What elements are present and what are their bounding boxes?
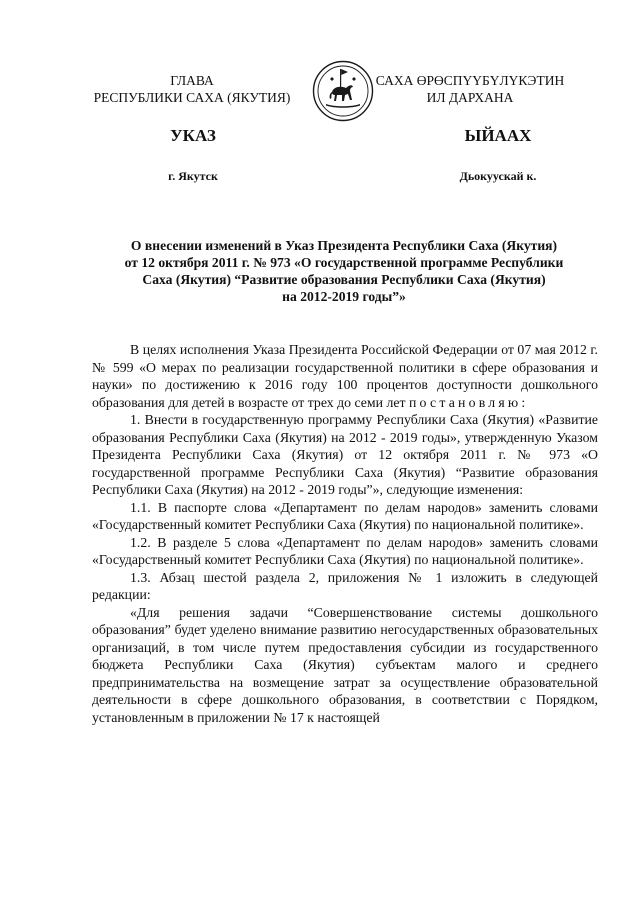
doc-type-yakut: ЫЙААХ bbox=[464, 126, 532, 145]
paragraph-item-1-1: 1.1. В паспорте слова «Департамент по делам народов» заменить словами «Государственный комитет Республики Саха (Якутия) по национальной политике». bbox=[92, 499, 598, 532]
paragraph-quote: «Для решения задачи “Совершенствование системы дошкольного образования” будет уделено внимание развитию негосударственных образовательных организаций, в том числе путем предоставления субсидии из государственного бюджета Республики Саха (Якутия) субъектам малого и среднего предпринимательства на возмещение затрат за осуществление образовательной деятельности в сфере дошкольного образования, в соответствии с Порядком, установленным в приложении № 17 к настоящей bbox=[92, 604, 598, 725]
title-line: от 12 октября 2011 г. № 973 «О государственной программе Республики bbox=[124, 255, 564, 270]
paragraph-preamble bbox=[92, 341, 598, 411]
city-yakut: Дьокуускай к. bbox=[459, 169, 537, 183]
paragraph-item-1: 1. Внести в государственную программу Республики Саха (Якутия) «Развитие образования Республики Саха (Якутия) на 2012 - 2019 годы», утвержденную Указом Президента Республики Саха (Якутия) от 12 октября 2011 г. № 973 «О государственной программе Республики Саха (Якутия) “Развитие образования Республики Саха (Якутия) на 2012 - 2019 годы”», следующие изменения: bbox=[92, 412, 598, 497]
header-left bbox=[82, 72, 302, 106]
preamble-text: В целях исполнения Указа Президента Российской Федерации от 07 мая 2012 г. № 599 «О мерах по реализации государственной политики в сфере образования и науки» по достижению к 2016 году 100 процентов доступности дошкольного образования для детей в возрасте от трех до семи лет bbox=[92, 342, 598, 410]
doc-type-russian: УКАЗ bbox=[170, 126, 216, 145]
header-left-line1: ГЛАВА bbox=[170, 73, 214, 88]
title-line: на 2012-2019 годы”» bbox=[282, 289, 406, 304]
header-right bbox=[360, 72, 580, 106]
paragraph-item-1-3: 1.3. Абзац шестой раздела 2, приложения № 1 изложить в следующей редакции: bbox=[92, 569, 598, 602]
city-russian: г. Якутск bbox=[168, 169, 218, 183]
decree-body bbox=[92, 341, 598, 726]
header-left-line2: РЕСПУБЛИКИ САХА (ЯКУТИЯ) bbox=[93, 90, 291, 105]
title-line: Саха (Якутия) “Развитие образования Республики Саха (Якутия) bbox=[142, 272, 546, 287]
header-right-line1: САХА ӨРӨСПҮҮБҮЛҮКЭТИН bbox=[375, 73, 565, 88]
preamble-resolve: постановляю: bbox=[408, 394, 529, 410]
header-right-line2: ИЛ ДАРХАНА bbox=[426, 90, 514, 105]
paragraph-item-1-2: 1.2. В разделе 5 слова «Департамент по делам народов» заменить словами «Государственный комитет Республики Саха (Якутия) по национальной политике». bbox=[92, 534, 598, 567]
title-line: О внесении изменений в Указ Президента Республики Саха (Якутия) bbox=[130, 238, 558, 253]
decree-title bbox=[90, 237, 598, 305]
